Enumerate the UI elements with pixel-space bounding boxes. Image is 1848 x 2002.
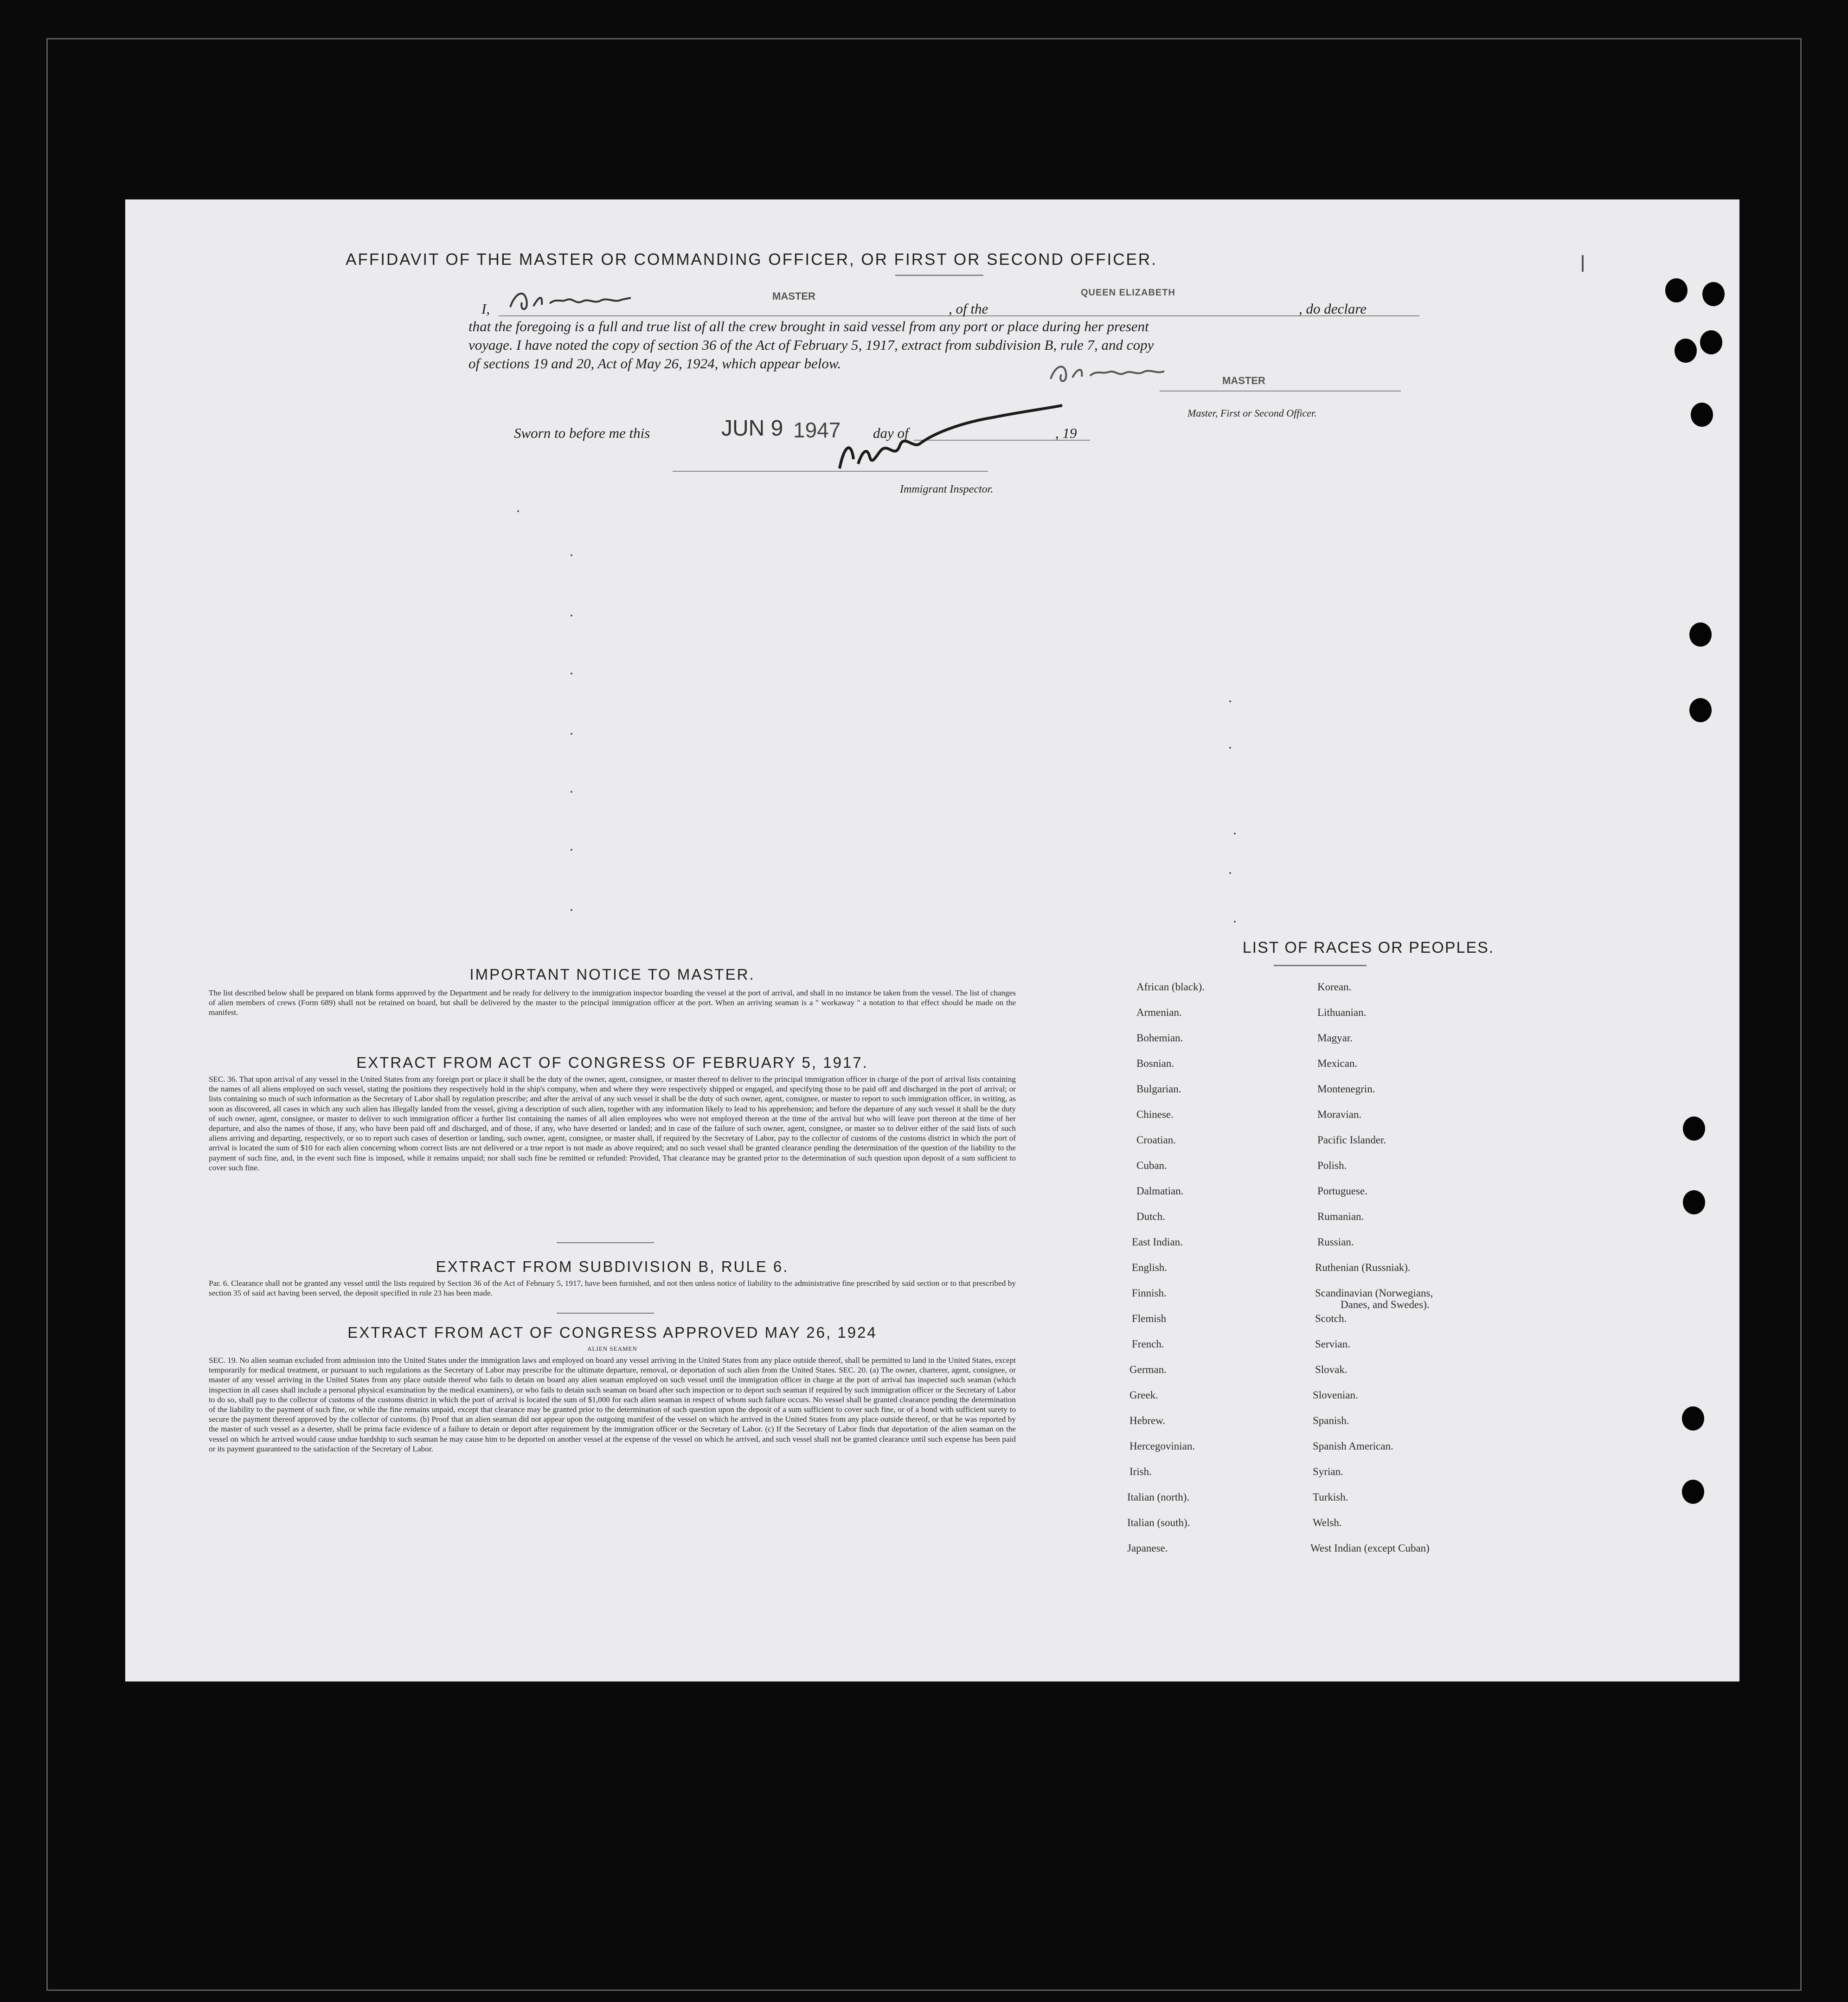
extract-1924-subtitle: ALIEN SEAMEN (587, 1345, 637, 1352)
race-left-item: Armenian. (1136, 1007, 1182, 1018)
speck (571, 615, 572, 616)
race-left-item: Croatian. (1136, 1134, 1176, 1146)
officer-caption: Master, First or Second Officer. (1187, 407, 1317, 419)
sworn-day-of: day of (873, 425, 909, 441)
race-right-item: Pacific Islander. (1317, 1134, 1386, 1146)
officer-signature (1044, 358, 1197, 386)
extract-1917-text: SEC. 36. That upon arrival of any vessel in the United States from any foreign port or place it shall be the duty of the owner, agent, consignee, or master thereof to deliver to the principal immigration officer in charge of the port of arrival lists containing the names of all aliens employed on such vessel, stating the positions they respectively hold in the ship's company, when and where they were respectively shipped or engaged, and specifying those to be paid off and discharged in the port of arrival; or lists containing so much of such information as the Secretary of Labor shall by regulation prescribe; and after the arrival of any such vessel it shall be the duty of such owner, agent, consignee, or master to report to such immigration officer, in writing, as soon as discovered, all cases in which any such alien has illegally landed from the vessel, giving a description of such alien, together with any information likely to lead to his apprehension; and before the departure of any such vessel it shall be the duty of such owner, agent, consignee, or master to deliver to such immigration officer a further list containing the names of all alien employees who were not employed thereon at the time of the arrival but who will leave port thereon at the time of her departure, and also the names of those, if any, who have been paid off and discharged, and of those, if any, who have deserted or landed; and in case of the failure of such owner, agent, consignee, or master so to deliver either of the said lists of such aliens arriving and departing, respectively, or so to report such cases of desertion or landing, such owner, agent, consignee, or master shall, if required by the Secretary of Labor, pay to the collector of customs of the customs district in which the port of arrival is located the sum of $10 for each alien concerning whom correct lists are not delivered or a true report is not made as above required; and no such vessel shall be granted clearance pending the determination of the question of the liability to the payment of such fine, and, in the event such fine is imposed, while it remains unpaid; nor shall such fine be remitted or refunded: Provided, That clearance may be granted prior to the determination of such question upon deposit of a sum sufficient to cover such fine. (209, 1075, 1016, 1172)
race-right-item: Syrian. (1313, 1466, 1343, 1477)
race-left-item: Bohemian. (1136, 1032, 1183, 1044)
affidavit-body-line-3: of sections 19 and 20, Act of May 26, 1924, which appear below. (468, 355, 841, 372)
race-left-item: Finnish. (1132, 1287, 1167, 1299)
race-left-item: Italian (south). (1127, 1517, 1190, 1528)
date-stamp-month-day: JUN 9 (721, 416, 783, 441)
punch-hole (1665, 278, 1688, 302)
affidavit-do-declare: , do declare (1299, 301, 1367, 317)
punch-hole (1683, 1190, 1705, 1214)
race-right-item: Ruthenian (Russniak). (1315, 1262, 1411, 1273)
race-left-item: Chinese. (1136, 1109, 1174, 1120)
subdivision-b-text: Par. 6. Clearance shall not be granted any vessel until the lists required by Section 36 of the Act of February 5, 1917, have been furnished, and not then unless notice of liability to the administrative fine prescribed by said section or to that prescribed by section 35 of said act having been served, the deposit specified in rule 23 has been made. (209, 1279, 1016, 1298)
race-right-item: Korean. (1317, 981, 1352, 993)
speck (571, 554, 572, 556)
speck (1234, 921, 1236, 923)
race-left-item: Japanese. (1127, 1542, 1168, 1554)
extract-1924-title: EXTRACT FROM ACT OF CONGRESS APPROVED MAY 26, 1924 (347, 1324, 877, 1341)
race-right-item: Spanish American. (1313, 1440, 1393, 1452)
punch-hole (1689, 698, 1712, 722)
race-left-item: French. (1132, 1338, 1164, 1350)
important-notice-title: IMPORTANT NOTICE TO MASTER. (469, 966, 755, 983)
race-left-item: African (black). (1136, 981, 1205, 993)
races-title: LIST OF RACES OR PEOPLES. (1242, 939, 1495, 956)
race-left-item: Flemish (1132, 1313, 1167, 1324)
vessel-stamp: QUEEN ELIZABETH (1081, 288, 1175, 298)
affidavit-i: I, (481, 301, 490, 317)
race-right-item: Polish. (1317, 1160, 1347, 1171)
race-left-item: Irish. (1129, 1466, 1152, 1477)
speck (1229, 747, 1231, 749)
race-right-item: Lithuanian. (1317, 1007, 1367, 1018)
extract-1924-text: SEC. 19. No alien seaman excluded from admission into the United States under the immigration laws and employed on board any vessel arriving in the United States from any place outside thereof, shall be permitted to land in the United States, except temporarily for medical treatment, or pursuant to such regulations as the Secretary of Labor may prescribe for the ultimate departure, removal, or deportation of such alien from the United States. SEC. 20. (a) The owner, charterer, agent, consignee, or master of any vessel arriving in the United States from any place outside thereof who fails to detain on board any alien seaman employed on such vessel until the immigration officer in charge at the port of arrival has inspected such seaman (which inspection in all cases shall include a personal physical examination by the medical examiners), or who fails to detain such seaman on board after such inspection or to deport such seaman if required by such immigration officer or the Secretary of Labor to do so, shall pay to the collector of customs of the customs district in which the port of arrival is located the sum of $1,000 for each alien seaman in respect of whom such failure occurs. No vessel shall be granted clearance pending the determination of the liability to the payment of such fine, or while the fine remains unpaid, except that clearance may be granted prior to the determination of such question upon the deposit of a sum sufficient to cover such fine, or of a bond with sufficient surety to secure the payment thereof approved by the collector of customs. (b) Proof that an alien seaman did not appear upon the outgoing manifest of the vessel on which he arrived in the United States from any place outside thereof, or that he was reported by the master of such vessel as a deserter, shall be prima facie evidence of a failure to detain or deport after requirement by the immigration officer or the Secretary of Labor. (c) If the Secretary of Labor finds that deportation of the alien seaman on the vessel on which he arrived would cause undue hardship to such seaman he may cause him to be deported on another vessel at the expense of the vessel on which he arrived, and such vessel shall not be granted clearance until such expense has been paid or its payment guaranteed to the satisfaction of the Secretary of Labor. (209, 1356, 1016, 1453)
section-divider (557, 1242, 654, 1243)
master-signature (506, 284, 645, 316)
race-right-item: Scotch. (1315, 1313, 1347, 1324)
punch-hole (1675, 339, 1697, 363)
section-divider (557, 1313, 654, 1314)
race-right-item: Scandinavian (Norwegians, (1315, 1287, 1433, 1299)
officer-stamp: MASTER (1222, 375, 1265, 386)
race-left-item: Dutch. (1136, 1211, 1165, 1222)
race-right-item: Slovenian. (1313, 1389, 1358, 1401)
race-right-item: Russian. (1317, 1236, 1354, 1248)
race-right-item: Mexican. (1317, 1058, 1358, 1069)
punch-hole (1682, 1406, 1704, 1431)
race-left-item: Dalmatian. (1136, 1185, 1184, 1197)
extract-1917-title: EXTRACT FROM ACT OF CONGRESS OF FEBRUARY 5, 1917. (356, 1054, 868, 1071)
master-stamp: MASTER (772, 290, 815, 302)
race-right-item: Servian. (1315, 1338, 1351, 1350)
important-notice-text: The list described below shall be prepared on blank forms approved by the Department and be ready for delivery to the immigration inspector boarding the vessel at the port of arrival, and shall in no instance be taken from the vessel. The list of changes of alien members of crews (Form 689) shall not be retained on board, but shall be delivered by the master to the principal immigration officer at the port. When an arriving seaman is a " workaway " a notation to that effect should be made on the manifest. (209, 988, 1016, 1017)
race-right-item: Montenegrin. (1317, 1083, 1375, 1095)
race-left-item: Bosnian. (1136, 1058, 1174, 1069)
race-right-item: Magyar. (1317, 1032, 1353, 1044)
punch-hole (1702, 282, 1725, 306)
affidavit-title: AFFIDAVIT OF THE MASTER OR COMMANDING OFFICER, OR FIRST OR SECOND OFFICER. (346, 250, 1157, 269)
speck (1229, 872, 1231, 874)
races-title-rule (1274, 965, 1367, 966)
sworn-year-prefix: , 19 (1055, 425, 1077, 441)
document-page (125, 199, 1739, 1681)
date-stamp-year: 1947 (793, 418, 841, 442)
speck (1582, 255, 1584, 272)
punch-hole (1689, 622, 1712, 647)
race-right-item: Portuguese. (1317, 1185, 1367, 1197)
speck (1229, 700, 1231, 702)
race-right-item: Spanish. (1313, 1415, 1349, 1426)
film-frame-left (46, 38, 48, 1991)
race-left-item: East Indian. (1132, 1236, 1183, 1248)
film-frame-right (1800, 38, 1802, 1991)
race-left-item: Greek. (1129, 1389, 1158, 1401)
race-right-item: West Indian (except Cuban) (1310, 1542, 1430, 1554)
race-left-item: Italian (north). (1127, 1491, 1190, 1503)
punch-hole (1700, 330, 1722, 354)
film-frame-bottom (46, 1989, 1802, 1991)
race-left-item: German. (1129, 1364, 1167, 1375)
race-left-item: Bulgarian. (1136, 1083, 1181, 1095)
speck (571, 733, 572, 735)
speck (517, 510, 519, 512)
race-left-item: Hercegovinian. (1129, 1440, 1195, 1452)
speck (1234, 833, 1236, 834)
race-right-item: Welsh. (1313, 1517, 1342, 1528)
affidavit-of-the: , of the (949, 301, 988, 317)
race-right-item: Moravian. (1317, 1109, 1362, 1120)
race-right-item: Rumanian. (1317, 1211, 1364, 1222)
race-left-item: Cuban. (1136, 1160, 1167, 1171)
affidavit-body-line-1: that the foregoing is a full and true list of all the crew brought in said vessel from any port or place during her present (468, 318, 1149, 334)
race-right-item: Slovak. (1315, 1364, 1348, 1375)
punch-hole (1691, 403, 1713, 427)
speck (571, 791, 572, 793)
race-left-item: Hebrew. (1129, 1415, 1166, 1426)
affidavit-body-line-2: voyage. I have noted the copy of section 36 of the Act of February 5, 1917, extract from subdivision B, rule 7, and copy (468, 337, 1154, 353)
speck (571, 909, 572, 911)
inspector-caption: Immigrant Inspector. (900, 483, 994, 495)
speck (571, 849, 572, 851)
speck (571, 673, 572, 674)
punch-hole (1682, 1480, 1704, 1504)
film-frame-top (46, 38, 1802, 39)
inspector-signature (826, 399, 1067, 478)
subdivision-b-title: EXTRACT FROM SUBDIVISION B, RULE 6. (436, 1258, 789, 1275)
affidavit-title-rule (895, 275, 983, 276)
race-right-item-continued: Danes, and Swedes). (1341, 1299, 1430, 1310)
sworn-prefix: Sworn to before me this (514, 425, 650, 441)
punch-hole (1683, 1116, 1705, 1141)
race-right-item: Turkish. (1313, 1491, 1348, 1503)
race-left-item: English. (1132, 1262, 1168, 1273)
